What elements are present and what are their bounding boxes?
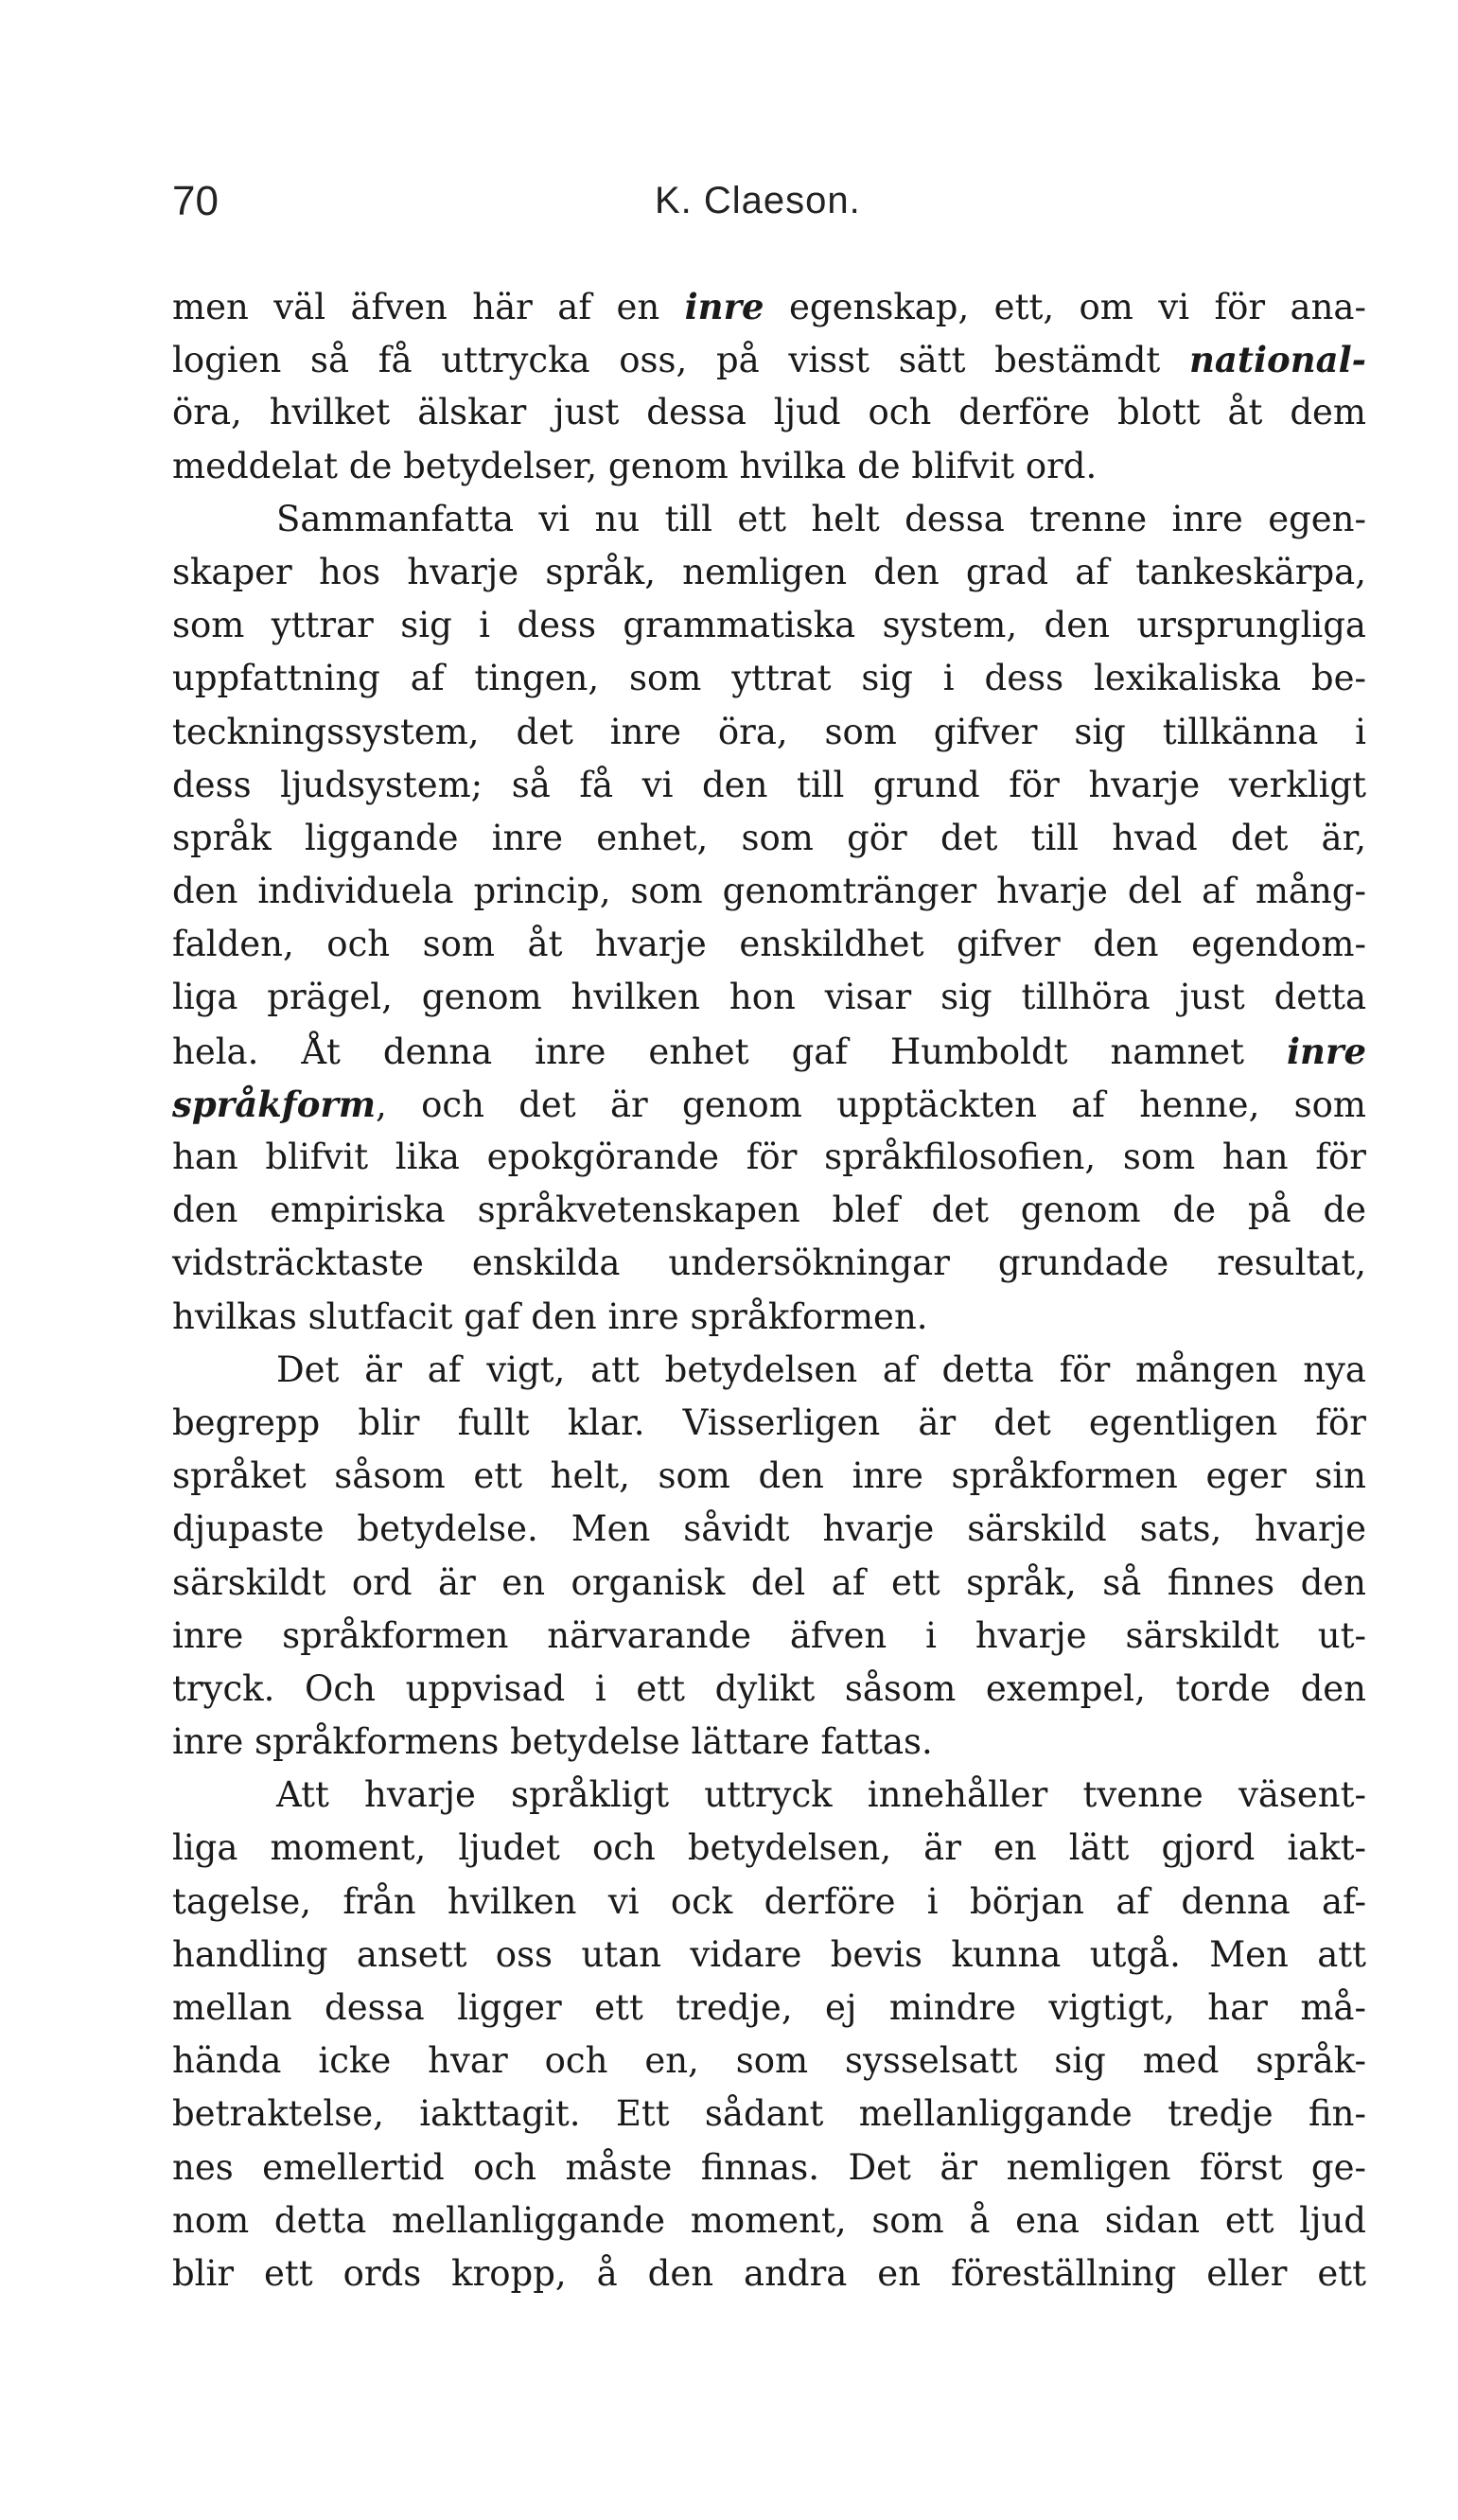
text-segment: teckningssystem, det inre öra, som gifver sig tillkänna i bbox=[172, 711, 1366, 752]
text-line bbox=[172, 280, 1366, 333]
text-segment: liga prägel, genom hvilken hon visar sig tillhöra just detta bbox=[172, 977, 1366, 1018]
text-line bbox=[172, 1822, 1366, 1875]
text-segment: begrepp blir fullt klar. Visserligen är det egentligen för bbox=[172, 1401, 1366, 1443]
text-segment: , och det är genom upptäckten af henne, som bbox=[376, 1084, 1366, 1125]
text-line bbox=[172, 971, 1366, 1024]
body-text bbox=[172, 280, 1366, 2300]
text-segment: Att hvarje språkligt uttryck innehåller tvenne väsent- bbox=[276, 1774, 1366, 1816]
text-segment: som yttrar sig i dess grammatiska system, den ursprungliga bbox=[172, 605, 1366, 646]
text-line bbox=[172, 706, 1366, 759]
text-line bbox=[172, 652, 1366, 705]
text-line bbox=[172, 333, 1366, 386]
text-line bbox=[172, 1291, 1366, 1344]
text-line bbox=[172, 1716, 1366, 1769]
text-segment: han blifvit lika epokgörande för språkfilosofien, som han för bbox=[172, 1137, 1366, 1177]
text-segment: språk liggande inre enhet, som gör det till hvad det är, bbox=[172, 817, 1366, 858]
text-line bbox=[172, 493, 1366, 546]
text-line bbox=[172, 440, 1366, 493]
text-segment: blir ett ords kropp, å den andra en föreställning eller ett bbox=[172, 2252, 1366, 2294]
text-segment: men väl äfven här af en bbox=[172, 287, 685, 327]
text-segment: hela. Åt denna inre enhet gaf Humboldt namnet bbox=[172, 1031, 1287, 1072]
text-segment: inre språkformens betydelse lättare fattas. bbox=[172, 1721, 933, 1763]
text-line bbox=[172, 2247, 1366, 2300]
text-segment: särskildt ord är en organisk del af ett språk, så finnes den bbox=[172, 1561, 1366, 1603]
emphasized-text: inre bbox=[684, 286, 764, 327]
text-line bbox=[172, 599, 1366, 652]
text-line bbox=[172, 1769, 1366, 1822]
text-line bbox=[172, 759, 1366, 812]
text-line bbox=[172, 1503, 1366, 1556]
text-line bbox=[172, 1876, 1366, 1929]
text-segment: öra, hvilket älskar just dessa ljud och derföre blott åt dem bbox=[172, 392, 1366, 433]
text-line bbox=[172, 1557, 1366, 1610]
text-segment: den empiriska språkvetenskapen blef det genom de på de bbox=[172, 1190, 1366, 1231]
page-header bbox=[172, 178, 1383, 235]
text-segment: egenskap, ett, om vi för ana- bbox=[764, 287, 1366, 327]
text-segment: hvilkas slutfacit gaf den inre språkformen. bbox=[172, 1295, 928, 1337]
text-line bbox=[172, 2088, 1366, 2141]
text-line bbox=[172, 1982, 1366, 2035]
text-segment: Det är af vigt, att betydelsen af detta för mången nya bbox=[276, 1348, 1366, 1390]
text-line bbox=[172, 1344, 1366, 1397]
emphasized-text: inre bbox=[1287, 1030, 1366, 1072]
text-segment: meddelat de betydelser, genom hvilka de blifvit ord. bbox=[172, 445, 1098, 486]
text-line bbox=[172, 386, 1366, 439]
text-segment: falden, och som åt hvarje enskildhet gifver den egendom- bbox=[172, 924, 1366, 965]
text-segment: mellan dessa ligger ett tredje, ej mindre vigtigt, har må- bbox=[172, 1987, 1366, 2028]
text-segment: Sammanfatta vi nu till ett helt dessa trenne inre egen- bbox=[276, 498, 1366, 539]
text-segment: skaper hos hvarje språk, nemligen den grad af tankeskärpa, bbox=[172, 551, 1366, 592]
text-segment: uppfattning af tingen, som yttrat sig i dess lexikaliska be- bbox=[172, 658, 1366, 699]
text-segment: logien så få uttrycka oss, på visst sätt bestämdt bbox=[172, 340, 1189, 381]
text-line bbox=[172, 812, 1366, 865]
text-segment: språket såsom ett helt, som den inre språkformen eger sin bbox=[172, 1455, 1366, 1497]
emphasized-text: national- bbox=[1189, 339, 1366, 381]
text-segment: djupaste betydelse. Men såvidt hvarje särskild sats, hvarje bbox=[172, 1508, 1366, 1550]
emphasized-text: språkform bbox=[172, 1083, 377, 1125]
running-head: K. Claeson. bbox=[655, 180, 861, 221]
text-line bbox=[172, 1929, 1366, 1982]
text-line bbox=[172, 918, 1366, 971]
text-segment: liga moment, ljudet och betydelsen, är en lätt gjord iakt- bbox=[172, 1827, 1366, 1869]
text-line bbox=[172, 1397, 1366, 1450]
text-line bbox=[172, 2035, 1366, 2088]
text-segment: hända icke hvar och en, som sysselsatt sig med språk- bbox=[172, 2040, 1366, 2082]
text-line bbox=[172, 1663, 1366, 1716]
text-line bbox=[172, 1237, 1366, 1290]
text-line bbox=[172, 1450, 1366, 1503]
text-segment: nom detta mellanliggande moment, som å ena sidan ett ljud bbox=[172, 2199, 1366, 2241]
text-segment: nes emellertid och måste finnas. Det är nemligen först ge- bbox=[172, 2146, 1366, 2188]
text-line bbox=[172, 2194, 1366, 2247]
text-line bbox=[172, 1184, 1366, 1237]
text-segment: tryck. Och uppvisad i ett dylikt såsom exempel, torde den bbox=[172, 1667, 1366, 1709]
text-segment: handling ansett oss utan vidare bevis kunna utgå. Men att bbox=[172, 1933, 1366, 1975]
text-segment: dess ljudsystem; så få vi den till grund för hvarje verkligt bbox=[172, 764, 1366, 805]
text-line bbox=[172, 546, 1366, 599]
text-line bbox=[172, 1025, 1366, 1078]
text-line bbox=[172, 1610, 1366, 1663]
text-segment: vidsträcktaste enskilda undersökningar grundade resultat, bbox=[172, 1242, 1366, 1284]
page-number: 70 bbox=[172, 178, 219, 224]
text-segment: betraktelse, iakttagit. Ett sådant mellanliggande tredje fin- bbox=[172, 2093, 1366, 2135]
text-segment: tagelse, från hvilken vi ock derföre i början af denna af- bbox=[172, 1880, 1366, 1922]
text-segment: den individuela princip, som genomtränger hvarje del af mång- bbox=[172, 871, 1366, 912]
text-line bbox=[172, 865, 1366, 918]
text-segment: inre språkformen närvarande äfven i hvarje särskildt ut- bbox=[172, 1614, 1366, 1656]
text-line bbox=[172, 2141, 1366, 2194]
text-line bbox=[172, 1131, 1366, 1184]
text-line bbox=[172, 1078, 1366, 1131]
